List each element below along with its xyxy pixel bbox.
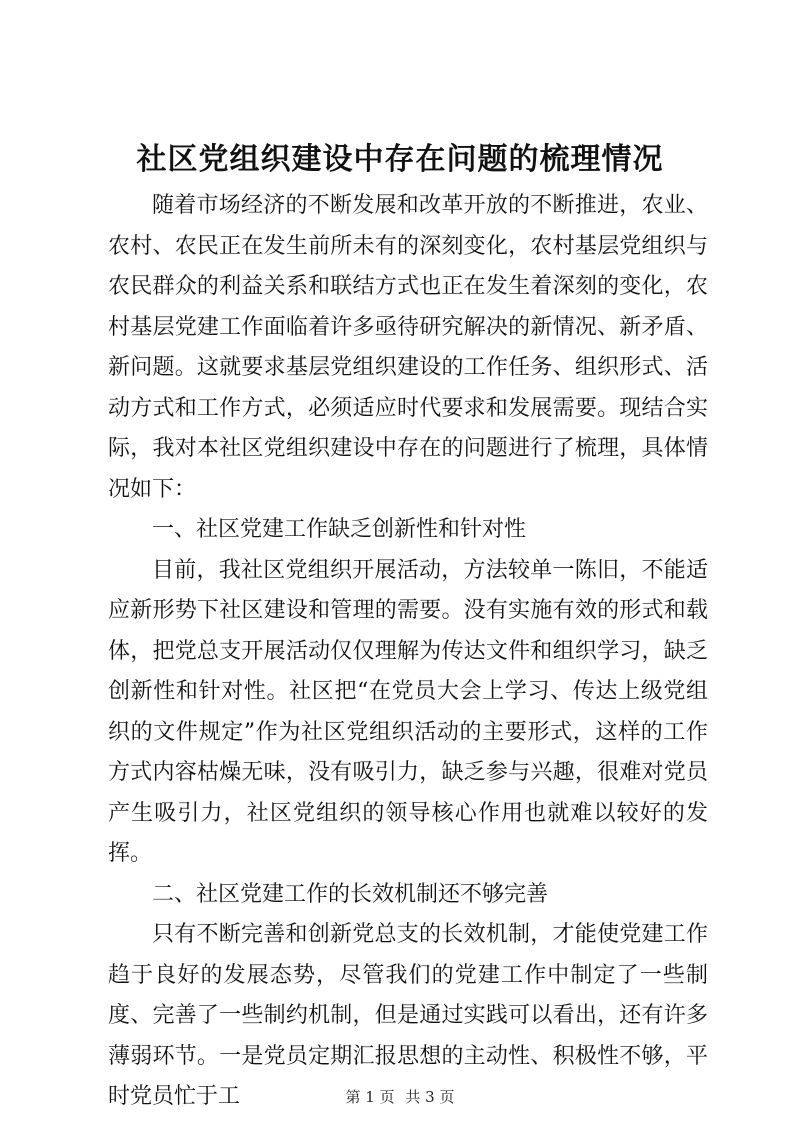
document-title: 社区党组织建设中存在问题的梳理情况: [136, 142, 664, 177]
section-heading-1: 一、社区党建工作缺乏创新性和针对性: [152, 517, 527, 542]
paragraph-intro: 随着市场经济的不断发展和改革开放的不断推进，农业、农村、农民正在发生前所未有的深刻变化，农村基层党组织与农民群众的利益关系和联结方式也正在发生着深刻的变化，农村基层党建工作面临着许多亟待研究解决的新情况、新矛盾、新问题。这就要求基层党组织建设的工作任务、组织形式、活动方式和工作方式，必须适应时代要求和发展需要。现结合实际，我对本社区党组织建设中存在的问题进行了梳理，具体情况如下：: [108, 193, 708, 502]
page-footer: [0, 1087, 800, 1107]
section-heading-2: 二、社区党建工作的长效机制还不够完善: [152, 881, 549, 907]
page-number: 第 1 页: [345, 1088, 395, 1106]
document-body: [108, 186, 708, 1118]
paragraph-section-1: 目前，我社区党组织开展活动，方法较单一陈旧，不能适应新形势下社区建设和管理的需要。没有实施有效的形式和载体，把党总支开展活动仅仅理解为传达文件和组织学习，缺乏创新性和针对性。社区把“在党员大会上学习、传达上级党组织的文件规定”作为社区党组织活动的主要形式，这样的工作方式内容枯燥无味，没有吸引力，缺乏参与兴趣，很难对党员产生吸引力，社区党组织的领导核心作用也就难以较好的发挥。: [108, 557, 708, 866]
page-total: 共 3 页: [405, 1088, 455, 1106]
paragraph-section-2: 只有不断完善和创新党总支的长效机制，才能使党建工作趋于良好的发展态势，尽管我们的党建工作中制定了一些制度、完善了一些制约机制，但是通过实践可以看出，还有许多薄弱环节。一是党员定期汇报思想的主动性、积极性不够，平时党员忙于工: [108, 922, 708, 1109]
